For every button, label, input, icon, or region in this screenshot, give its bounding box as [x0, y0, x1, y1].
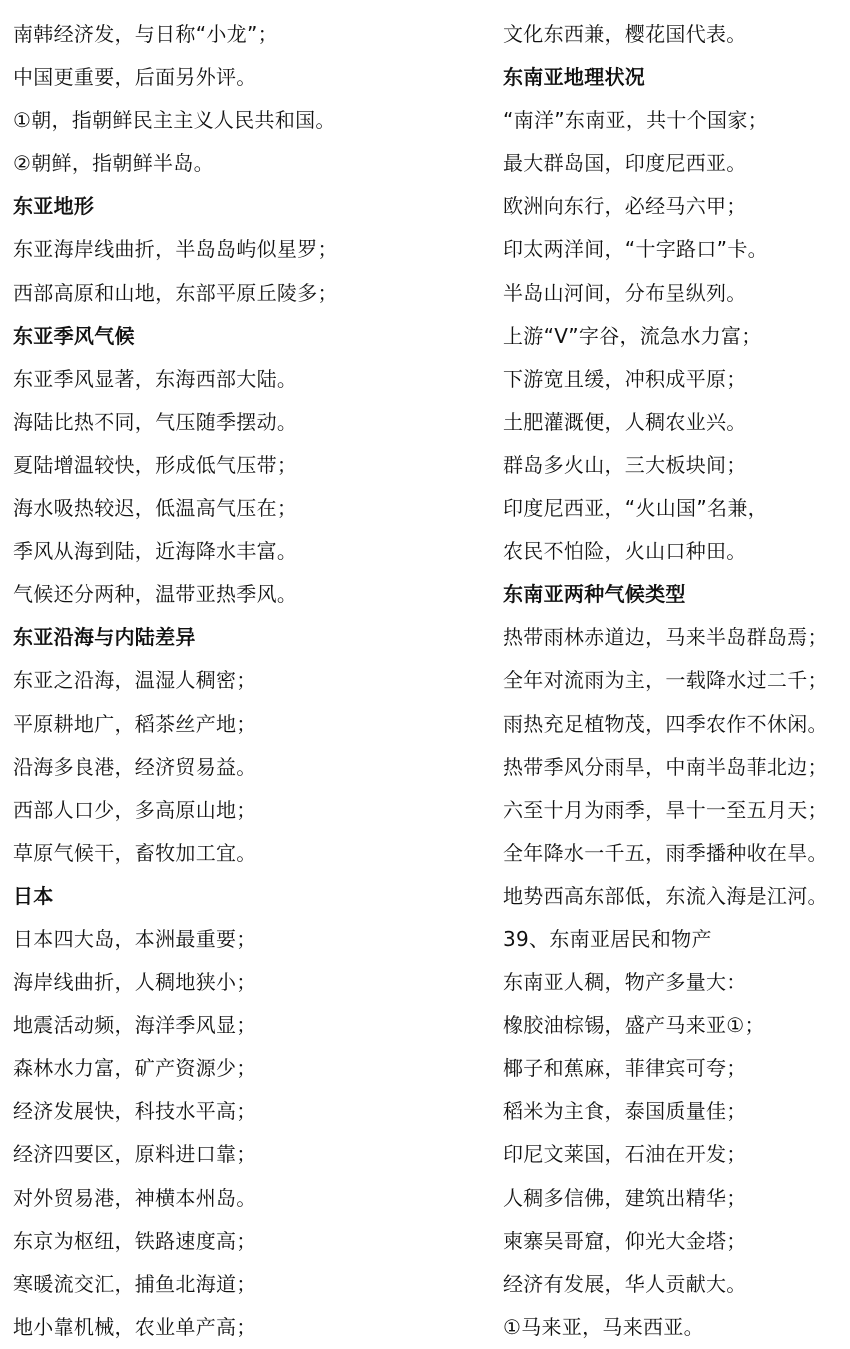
- text-line: 全年对流雨为主，一载降水过二千；: [503, 668, 828, 693]
- text-line: 东南亚人稠，物产多量大：: [503, 970, 747, 995]
- text-line: 印度尼西亚，“火山国”名兼，: [503, 496, 768, 521]
- text-line: 土肥灌溉便，人稠农业兴。: [503, 409, 747, 434]
- text-line: 中国更重要，后面另外评。: [13, 65, 257, 90]
- text-line: 下游宽且缓，冲积成平原；: [503, 366, 747, 391]
- text-line: 农民不怕险，火山口种田。: [503, 539, 747, 564]
- text-line: 气候还分两种，温带亚热季风。: [13, 582, 298, 607]
- text-line: ①马来亚，马来西亚。: [503, 1314, 704, 1339]
- text-line: 欧洲向东行，必经马六甲；: [503, 194, 747, 219]
- text-line: 森林水力富，矿产资源少；: [13, 1056, 257, 1081]
- text-line: 半岛山河间，分布呈纵列。: [503, 280, 747, 305]
- text-line: 海岸线曲折，人稠地狭小；: [13, 970, 257, 995]
- text-line: 西部人口少，多高原山地；: [13, 797, 257, 822]
- text-line: 39、东南亚居民和物产: [503, 926, 712, 951]
- text-line: 地震活动频，海洋季风显；: [13, 1013, 257, 1038]
- text-line: 海水吸热较迟，低温高气压在；: [13, 496, 298, 521]
- text-line: 南韩经济发，与日称“小龙”；: [13, 22, 278, 46]
- text-line: 最大群岛国，印度尼西亚。: [503, 151, 747, 176]
- text-line: 海陆比热不同，气压随季摆动。: [13, 409, 298, 434]
- text-line: 草原气候干，畜牧加工宜。: [13, 840, 257, 865]
- text-line: 经济发展快，科技水平高；: [13, 1099, 257, 1124]
- text-line: “南洋”东南亚，共十个国家；: [503, 108, 768, 133]
- text-line: 平原耕地广，稻茶丝产地；: [13, 711, 257, 736]
- text-line: 东亚之沿海，温湿人稠密；: [13, 668, 257, 693]
- text-line: 上游“V”字谷，流急水力富；: [503, 323, 762, 348]
- text-line: 经济有发展，华人贡献大。: [503, 1271, 747, 1296]
- text-line: 沿海多良港，经济贸易益。: [13, 754, 257, 779]
- text-line: 西部高原和山地，东部平原丘陵多；: [13, 280, 338, 305]
- text-line: 文化东西兼，樱花国代表。: [503, 22, 747, 46]
- text-line: 夏陆增温较快，形成低气压带；: [13, 452, 298, 477]
- text-line: 季风从海到陆，近海降水丰富。: [13, 539, 298, 564]
- text-line: 东亚季风显著，东海西部大陆。: [13, 366, 298, 391]
- text-line: 地势西高东部低，东流入海是江河。: [503, 883, 828, 908]
- text-line: ②朝鲜，指朝鲜半岛。: [13, 151, 214, 176]
- section-heading: 东亚地形: [13, 194, 95, 219]
- text-line: 六至十月为雨季，旱十一至五月天；: [503, 797, 828, 822]
- text-line: 全年降水一千五，雨季播种收在旱。: [503, 840, 828, 865]
- text-line: 雨热充足植物茂，四季农作不休闲。: [503, 711, 828, 736]
- section-heading: 东亚季风气候: [13, 323, 135, 348]
- text-line: 印尼文莱国，石油在开发；: [503, 1142, 747, 1167]
- text-line: 稻米为主食，泰国质量佳；: [503, 1099, 747, 1124]
- text-line: 东亚海岸线曲折，半岛岛屿似星罗；: [13, 237, 338, 262]
- text-line: 经济四要区，原料进口靠；: [13, 1142, 257, 1167]
- text-line: 印太两洋间，“十字路口”卡。: [503, 237, 768, 262]
- text-line: 椰子和蕉麻，菲律宾可夸；: [503, 1056, 747, 1081]
- text-line: 人稠多信佛，建筑出精华；: [503, 1185, 747, 1210]
- text-line: ①朝，指朝鲜民主主义人民共和国。: [13, 108, 336, 133]
- section-heading: 东南亚地理状况: [503, 65, 646, 90]
- text-line: 对外贸易港，神横本州岛。: [13, 1185, 257, 1210]
- right-column: [503, 13, 848, 1349]
- text-line: 寒暖流交汇，捕鱼北海道；: [13, 1271, 257, 1296]
- text-line: 地小靠机械，农业单产高；: [13, 1314, 257, 1339]
- text-line: 柬寨吴哥窟，仰光大金塔；: [503, 1228, 747, 1253]
- text-line: 日本四大岛，本洲最重要；: [13, 926, 257, 951]
- section-heading: 东亚沿海与内陆差异: [13, 625, 196, 650]
- section-heading: 东南亚两种气候类型: [503, 582, 686, 607]
- section-heading: 日本: [13, 883, 54, 908]
- text-line: 热带雨林赤道边，马来半岛群岛焉；: [503, 625, 828, 650]
- left-column: [13, 13, 483, 1349]
- text-line: 东京为枢纽，铁路速度高；: [13, 1228, 257, 1253]
- text-line: 群岛多火山，三大板块间；: [503, 452, 747, 477]
- text-line: 热带季风分雨旱，中南半岛菲北边；: [503, 754, 828, 779]
- text-line: 橡胶油棕锡，盛产马来亚①；: [503, 1013, 765, 1038]
